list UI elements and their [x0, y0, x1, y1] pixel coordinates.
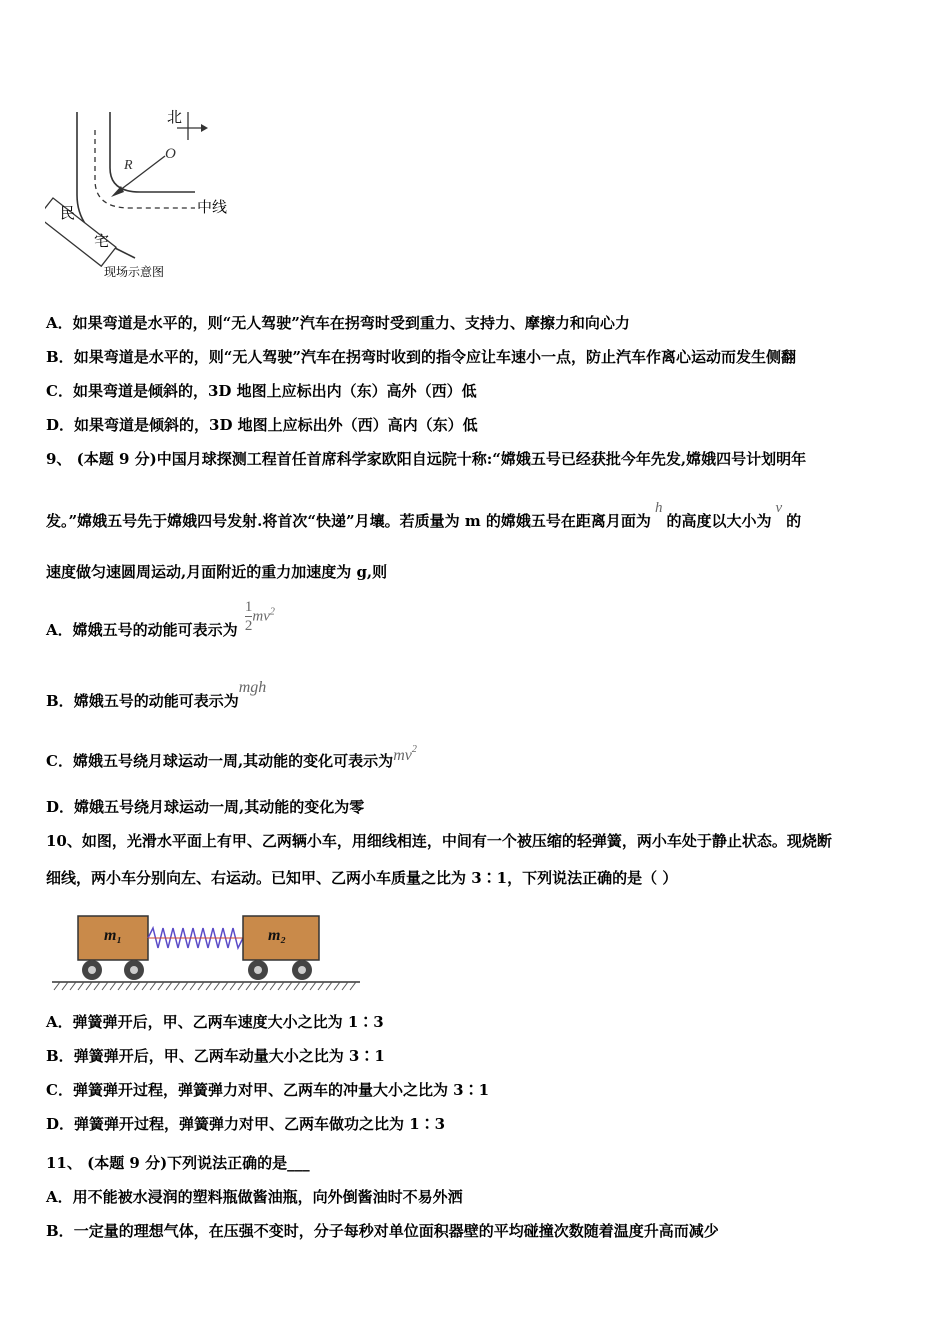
q10-option-b	[46, 1045, 385, 1066]
q9-stem-line3: 速度做匀速圆周运动,月面附近的重力加速度为 g,则	[46, 563, 388, 581]
q9-option-c	[46, 744, 417, 771]
option-text: 弹簧弹开后，甲、乙两车动量大小之比为 3∶1	[73, 1047, 385, 1065]
q8-option-d	[46, 414, 478, 435]
q10-option-c	[46, 1079, 489, 1100]
option-label: B．	[46, 1047, 74, 1065]
option-label: C．	[46, 382, 73, 400]
math-exponent: 2	[269, 606, 275, 618]
option-text: 嫦娥五号绕月球运动一周,其动能的变化可表示为	[72, 752, 394, 770]
center-label: O	[165, 146, 176, 162]
q9-option-a	[46, 598, 275, 639]
math-v: v	[775, 500, 783, 516]
option-label: B．	[46, 348, 74, 366]
stem-text: 的高度以大小为	[666, 512, 772, 530]
math-mv: mv	[393, 747, 412, 764]
option-label: C．	[46, 1081, 73, 1099]
option-text: 弹簧弹开后，甲、乙两车速度大小之比为 1∶3	[72, 1013, 384, 1031]
option-label: D．	[46, 798, 75, 816]
radius-label: R	[124, 158, 133, 173]
option-text: 如果弯道是倾斜的，3D 地图上应标出外（西）高内（东）低	[74, 416, 478, 434]
option-text: 如果弯道是水平的，则“无人驾驶”汽车在拐弯时受到重力、支持力、摩擦力和向心力	[72, 314, 630, 332]
option-text: 如果弯道是倾斜的，3D 地图上应标出内（东）高外（西）低	[72, 382, 477, 400]
q8-option-c	[46, 380, 477, 401]
option-label: D．	[46, 416, 75, 434]
midline-label: 中线	[197, 198, 228, 216]
option-label: C．	[46, 752, 73, 770]
option-label: A．	[46, 1013, 73, 1031]
q10-option-a	[46, 1011, 384, 1032]
q8-option-b	[46, 346, 796, 367]
q11-stem: 11、 (本题 9 分)下列说法正确的是___	[46, 1154, 310, 1172]
option-text: 一定量的理想气体，在压强不变时，分子每秒对单位面积器壁的平均碰撞次数随着温度升高而减少	[73, 1222, 719, 1240]
denominator: 2	[244, 618, 253, 634]
option-label: D．	[46, 1115, 75, 1133]
q10-stem-line2: 细线，两小车分别向左、右运动。已知甲、乙两小车质量之比为 3∶1，下列说法正确的是（ ）	[46, 869, 678, 887]
stem-text: 的	[786, 512, 802, 530]
q8-option-a	[46, 312, 630, 333]
option-text: 嫦娥五号的动能可表示为	[72, 620, 238, 639]
cart2-label: m₂	[268, 927, 287, 944]
math-mv: mv	[252, 608, 270, 625]
option-text: 弹簧弹开过程，弹簧弹力对甲、乙两车的冲量大小之比为 3∶1	[72, 1081, 490, 1099]
option-text: 弹簧弹开过程，弹簧弹力对甲、乙两车做功之比为 1∶3	[74, 1115, 446, 1133]
option-label: A．	[46, 620, 73, 639]
q9-option-b	[46, 679, 267, 711]
q9-stem-line1: 9、 (本题 9 分)中国月球探测工程首任首席科学家欧阳自远院十称:“嫦娥五号已经获批今年先发,嫦娥四号计划明年	[46, 450, 807, 468]
option-text: 嫦娥五号绕月球运动一周,其动能的变化为零	[74, 798, 365, 816]
math-mgh: mgh	[238, 679, 267, 696]
house-label-2: 宅	[94, 232, 110, 250]
math-exponent: 2	[411, 744, 417, 755]
q10-stem-line1: 10、如图，光滑水平面上有甲、乙两辆小车，用细线相连，中间有一个被压缩的轻弹簧，两小车处于静止状态。现烧断	[46, 832, 832, 850]
house-label-1: 民	[60, 204, 76, 222]
option-text: 嫦娥五号的动能可表示为	[73, 692, 239, 710]
option-label: A．	[46, 1188, 73, 1206]
cart1-label: m₁	[104, 927, 123, 944]
option-label: B．	[46, 1222, 74, 1240]
math-h: h	[654, 500, 663, 516]
option-text: 如果弯道是水平的，则“无人驾驶”汽车在拐弯时收到的指令应让车速小一点，防止汽车作离心运动而发生侧翻	[73, 348, 796, 366]
figure-caption: 现场示意图	[104, 265, 165, 279]
q10-option-d	[46, 1113, 445, 1134]
stem-text: 发。”嫦娥五号先于嫦娥四号发射.将首次“快递”月壤。若质量为 m 的嫦娥五号在距离月面为	[46, 512, 651, 530]
q11-option-a	[46, 1186, 463, 1207]
option-text: 用不能被水浸润的塑料瓶做酱油瓶，向外倒酱油时不易外洒	[72, 1188, 463, 1206]
numerator: 1	[244, 599, 253, 615]
q11-option-b	[46, 1220, 719, 1241]
q9-stem-line2	[46, 500, 802, 531]
carts-diagram	[48, 910, 364, 996]
option-label: A．	[46, 314, 73, 332]
q9-option-d	[46, 796, 364, 817]
north-label: 北	[167, 108, 183, 126]
option-label: B．	[46, 692, 74, 710]
road-diagram	[45, 100, 245, 285]
